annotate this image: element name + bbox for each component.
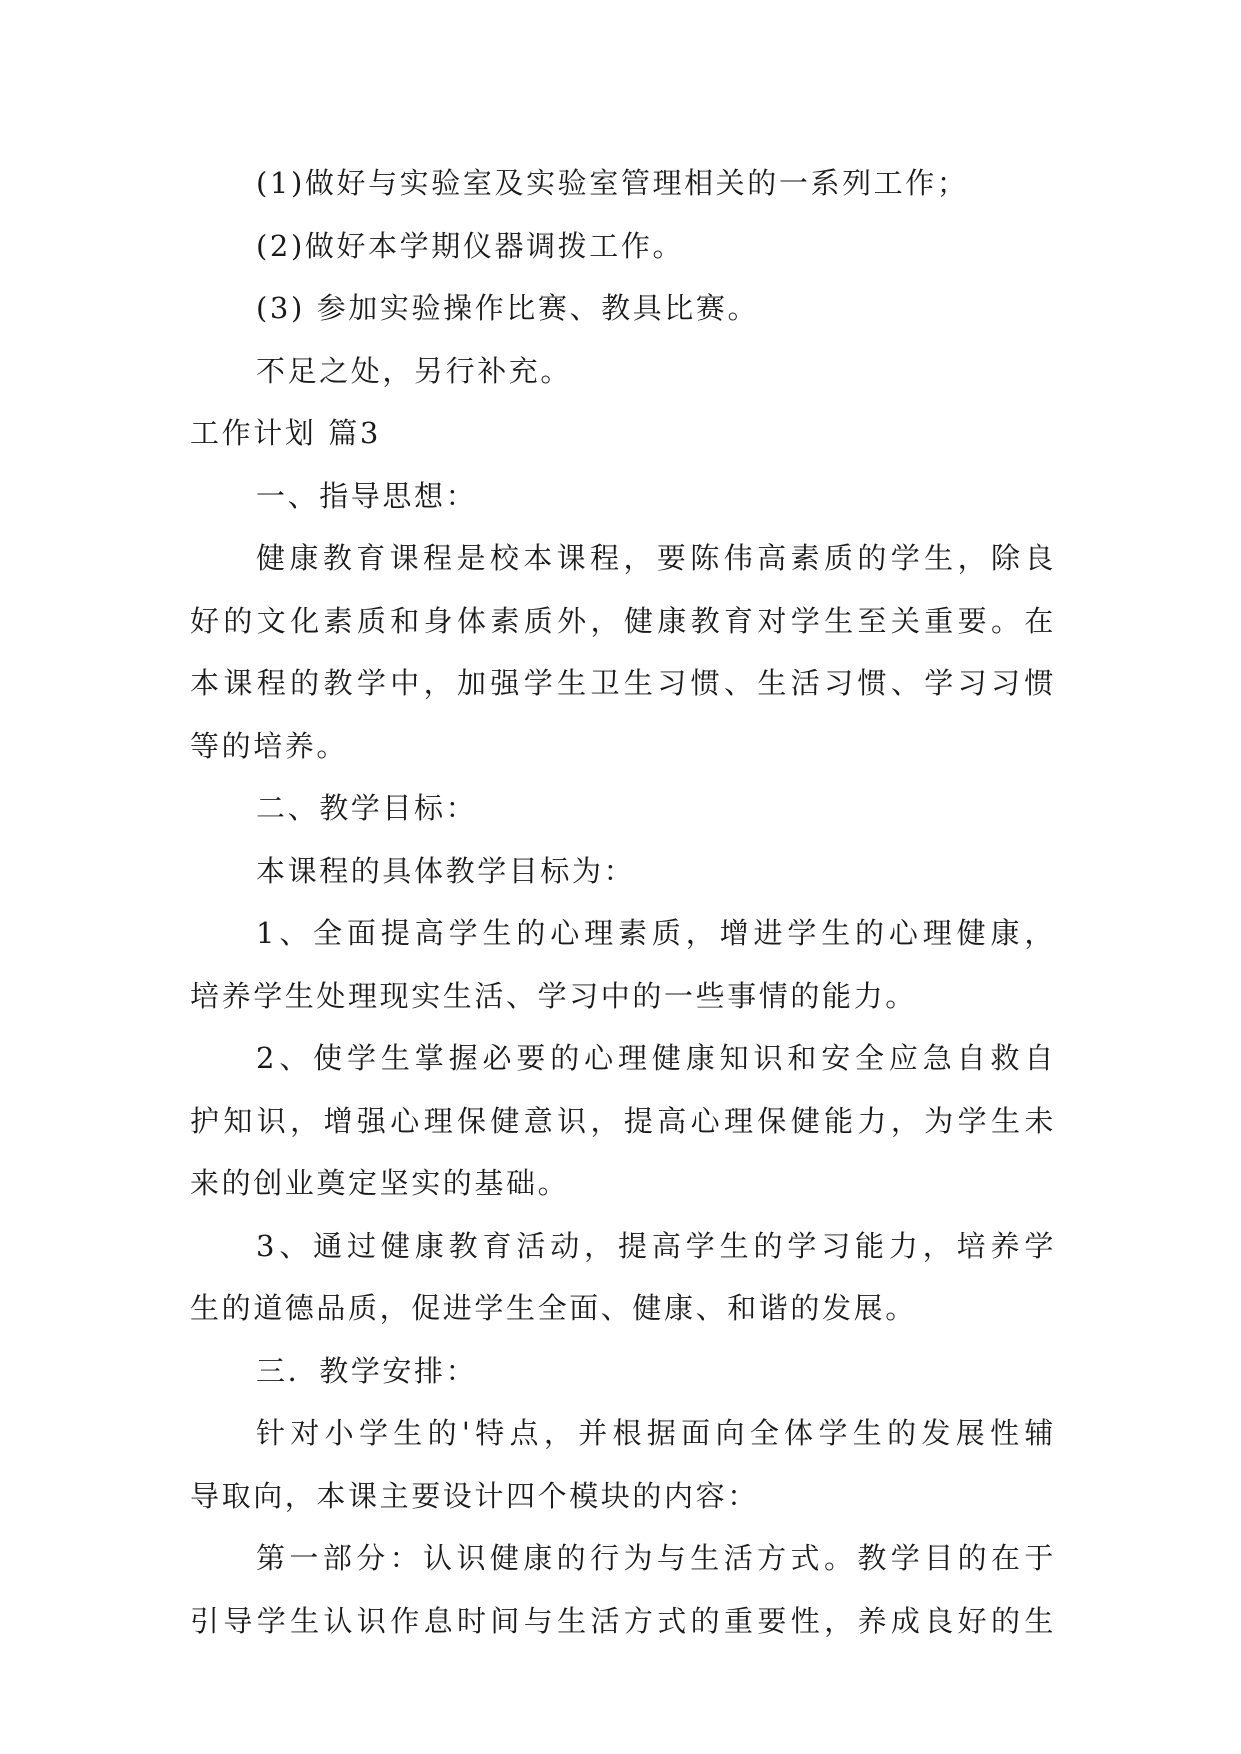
text-line: 来的创业奠定坚实的基础。	[190, 1166, 570, 1200]
text-line: 1、全面提高学生的心理素质，增进学生的心理健康，	[256, 916, 1056, 950]
text-line: 培养学生处理现实生活、学习中的一些事情的能力。	[190, 978, 917, 1013]
text-line: (2)做好本学期仪器调拨工作。	[256, 228, 685, 263]
section-heading: 工作计划 篇3	[190, 416, 381, 450]
text-line: 等的培养。	[190, 728, 349, 763]
document-body	[190, 152, 1056, 1652]
subsection-heading: 三．教学安排：	[256, 1353, 478, 1388]
text-line: 好的文化素质和身体素质外，健康教育对学生至关重要。在	[190, 603, 1056, 638]
subsection-heading: 一、指导思想：	[256, 478, 478, 513]
text-line: 3、通过健康教育活动，提高学生的学习能力，培养学	[256, 1228, 1056, 1263]
text-line: 护知识，增强心理保健意识，提高心理保健能力，为学生未	[190, 1103, 1056, 1138]
text-line: 本课程的教学中，加强学生卫生习惯、生活习惯、学习习惯	[190, 666, 1056, 700]
text-line: 针对小学生的'特点，并根据面向全体学生的发展性辅	[256, 1416, 1056, 1450]
text-line: 生的道德品质，促进学生全面、健康、和谐的发展。	[190, 1291, 917, 1325]
text-line: (1)做好与实验室及实验室管理相关的一系列工作；	[256, 166, 969, 200]
text-line: 健康教育课程是校本课程，要陈伟高素质的学生，除良	[256, 541, 1056, 575]
text-line: 第一部分：认识健康的行为与生活方式。教学目的在于	[256, 1541, 1056, 1575]
text-line: 2、使学生掌握必要的心理健康知识和安全应急自救自	[256, 1041, 1056, 1075]
text-line: 不足之处，另行补充。	[256, 353, 573, 388]
text-line: (3) 参加实验操作比赛、教具比赛。	[256, 291, 760, 325]
text-line: 本课程的具体教学目标为：	[256, 853, 636, 888]
text-line: 导取向，本课主要设计四个模块的内容：	[190, 1478, 759, 1513]
subsection-heading: 二、教学目标：	[256, 791, 478, 825]
text-line: 引导学生认识作息时间与生活方式的重要性，养成良好的生	[190, 1603, 1056, 1638]
